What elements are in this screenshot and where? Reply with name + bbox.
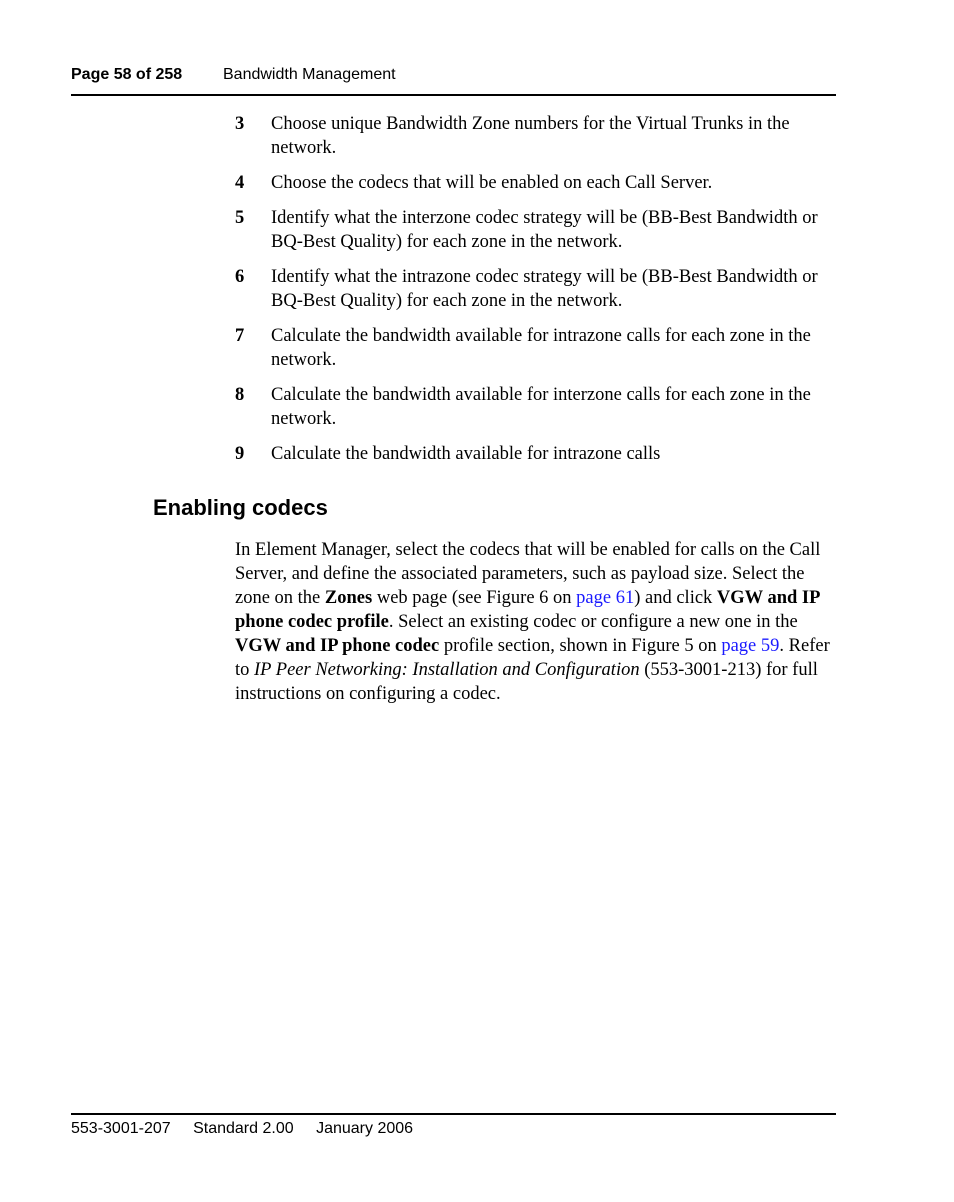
publish-date: January 2006 bbox=[316, 1120, 414, 1137]
text-run: . Select an existing codec or configure a new one in the bbox=[388, 612, 798, 632]
page-61-link[interactable]: page 61 bbox=[576, 588, 635, 608]
list-item bbox=[235, 112, 840, 160]
page-number: Page 58 of 258 bbox=[71, 66, 183, 83]
step-text: Choose the codecs that will be enabled on each Call Server. bbox=[271, 173, 713, 193]
bold-text: VGW and IP phone codec profile bbox=[235, 588, 820, 632]
step-text: Identify what the intrazone codec strategy will be (BB-Best Bandwidth or BQ-Best Quality) for each zone in the network. bbox=[271, 267, 818, 311]
step-text: Calculate the bandwidth available for intrazone calls for each zone in the network. bbox=[271, 326, 811, 370]
text-run: profile section, shown in Figure 5 on bbox=[439, 636, 722, 656]
text-run: web page (see Figure 6 on bbox=[372, 588, 577, 608]
step-number: 9 bbox=[235, 444, 245, 464]
step-number: 6 bbox=[235, 267, 245, 287]
list-item bbox=[235, 171, 840, 195]
step-text: Calculate the bandwidth available for interzone calls for each zone in the network. bbox=[271, 385, 811, 429]
body-paragraph bbox=[235, 538, 840, 706]
text-run: ) and click bbox=[634, 588, 717, 608]
step-number: 5 bbox=[235, 208, 245, 228]
italic-text: IP Peer Networking: Installation and Configuration bbox=[254, 660, 640, 680]
text-run: In Element Manager, select the codecs that will be enabled for calls on the Call Server, and define the associated parameters, such as payload size. Select the zone on the bbox=[235, 540, 821, 608]
text-run: (553-3001-213) for full instructions on configuring a codec. bbox=[235, 660, 818, 704]
bold-text: VGW and IP phone codec bbox=[235, 636, 440, 656]
step-list bbox=[235, 112, 840, 477]
step-text: Calculate the bandwidth available for intrazone calls bbox=[271, 444, 661, 464]
list-item bbox=[235, 206, 840, 254]
list-item bbox=[235, 383, 840, 431]
list-item bbox=[235, 324, 840, 372]
list-item bbox=[235, 265, 840, 313]
page-59-link[interactable]: page 59 bbox=[721, 636, 780, 656]
standard-version: Standard 2.00 bbox=[193, 1120, 294, 1137]
step-number: 7 bbox=[235, 326, 245, 346]
bold-text: Zones bbox=[324, 588, 373, 608]
step-number: 4 bbox=[235, 173, 245, 193]
doc-number: 553-3001-207 bbox=[71, 1120, 171, 1137]
section-heading: Enabling codecs bbox=[153, 495, 328, 520]
step-number: 8 bbox=[235, 385, 245, 405]
step-text: Identify what the interzone codec strategy will be (BB-Best Bandwidth or BQ-Best Quality) for each zone in the network. bbox=[271, 208, 818, 252]
page-header bbox=[71, 64, 836, 96]
section-name: Bandwidth Management bbox=[223, 66, 396, 83]
step-number: 3 bbox=[235, 114, 245, 134]
list-item bbox=[235, 442, 840, 466]
text-run: . Refer to bbox=[235, 636, 830, 680]
step-text: Choose unique Bandwidth Zone numbers for the Virtual Trunks in the network. bbox=[271, 114, 790, 158]
page-footer bbox=[71, 1113, 836, 1138]
